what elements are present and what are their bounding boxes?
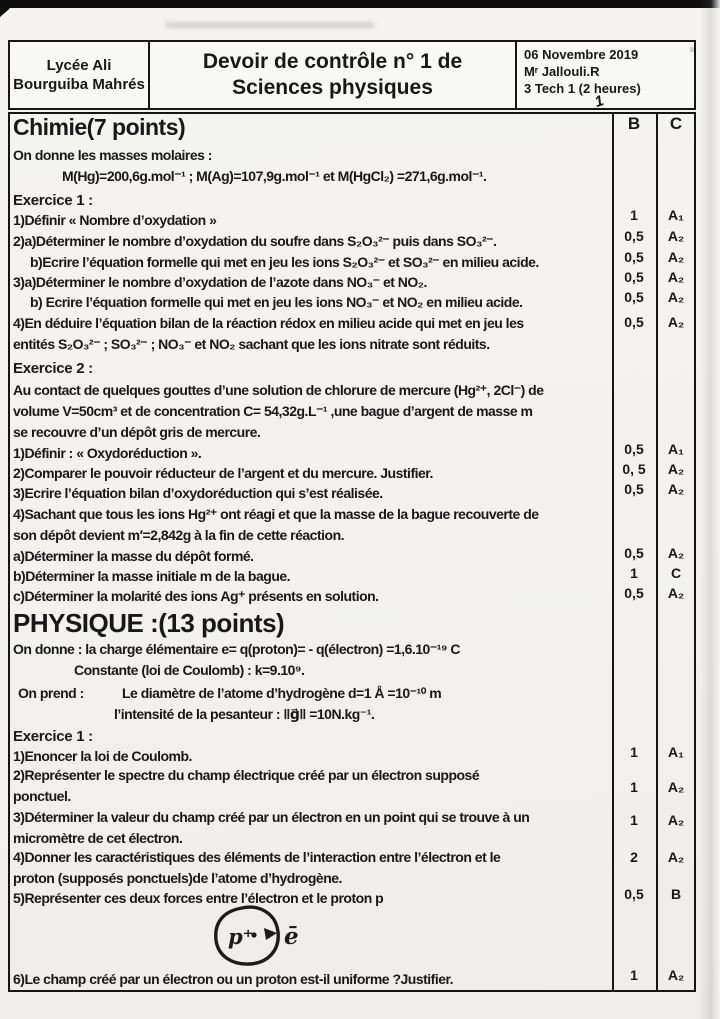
mark-value-c: A₂: [667, 585, 685, 601]
physique-given-diameter: Le diamètre de l’atome d’hydrogène d=1 Å =10⁻¹⁰ m: [122, 685, 442, 701]
teacher-name: Mʳ Jallouli.R: [524, 64, 600, 79]
question-line: 1)Enoncer la loi de Coulomb.: [13, 748, 192, 764]
physique-ex1-heading: Exercice 1 :: [13, 728, 93, 745]
question-line: 1)Définir : « Oxydoréduction ».: [13, 445, 202, 461]
mark-value-b: 1: [630, 744, 638, 760]
mark-value-c: A₂: [667, 461, 685, 477]
exam-date: 06 Novembre 2019: [524, 47, 639, 62]
scan-artifact-wedge: [0, 0, 16, 17]
mark-value-c: A₂: [667, 849, 685, 865]
mark-value-c: A₁: [668, 441, 684, 457]
page-edge-shadow: [700, 0, 720, 1019]
mark-value-c: A₂: [667, 228, 685, 244]
question-line: 2)Comparer le pouvoir réducteur de l’argent et du mercure. Justifier.: [13, 465, 433, 481]
question-line: 5)Représenter ces deux forces entre l’électron et le proton p: [13, 890, 384, 906]
question-line: 3)a)Déterminer le nombre d’oxydation de l’azote dans NO₃⁻ et NO₂.: [13, 274, 427, 290]
mark-value-b: 1: [630, 779, 638, 795]
handwritten-mark: 1: [592, 92, 606, 111]
mark-value-c: A₂: [667, 289, 685, 305]
mark-value-b: 1: [630, 812, 638, 828]
question-line: 3)Ecrire l’équation bilan d’oxydoréduction qui s’est réalisée.: [13, 485, 383, 501]
mark-value-b: 0,5: [624, 441, 644, 457]
mark-value-b: 0, 5: [622, 461, 646, 477]
mark-value-b: 0,5: [624, 886, 644, 902]
physique-given-gravity: l’intensité de la pesanteur : ‖g⃗‖ =10N.kg⁻¹.: [114, 706, 375, 722]
question-line: c)Déterminer la molarité des ions Ag⁺ présents en solution.: [13, 588, 379, 604]
mark-value-c: C: [670, 565, 682, 581]
electron-label: ē: [284, 923, 299, 950]
mark-value-c: A₂: [667, 779, 685, 795]
proton-label: p⁺: [228, 924, 254, 949]
question-line: 4)Donner les caractéristiques des éléments de l’interaction entre l’électron et le: [13, 849, 501, 865]
question-line: entités S₂O₃²⁻ ; SO₃²⁻ ; NO₃⁻ et NO₂ sachant que les ions nitrate sont réduits.: [13, 336, 490, 352]
mark-value-b: 1: [630, 565, 638, 581]
question-line: Au contact de quelques gouttes d’une solution de chlorure de mercure (Hg²⁺, 2Cl⁻) de: [13, 382, 544, 398]
question-line: se recouvre d’un dépôt gris de mercure.: [13, 424, 261, 440]
question-line: 6)Le champ créé par un électron ou un proton est-il uniforme ?Justifier.: [13, 971, 454, 987]
force-arrowhead-icon: [264, 928, 277, 940]
mark-value-c: A₂: [667, 481, 685, 497]
exam-title-line1: Devoir de contrôle n° 1 de: [202, 50, 463, 73]
mark-value-b: 0,5: [624, 481, 644, 497]
mark-value-b: 2: [630, 849, 638, 865]
mark-value-c: A₂: [667, 545, 685, 561]
question-line: volume V=50cm³ et de concentration C= 54,32g.L⁻¹ ,une bague d’argent de masse m: [13, 403, 533, 419]
mark-value-c: A₂: [667, 269, 685, 285]
question-line: 1)Définir « Nombre d’oxydation »: [13, 212, 217, 228]
mark-value-b: 0,5: [624, 269, 644, 285]
question-line: a)Déterminer la masse du dépôt formé.: [13, 548, 254, 564]
question-line: 4)En déduire l’équation bilan de la réaction rédox en milieu acide qui met en jeu les: [13, 315, 524, 331]
mark-value-b: 0,5: [624, 289, 644, 305]
mark-value-c: A₂: [667, 314, 685, 330]
question-line: ponctuel.: [13, 788, 71, 804]
mark-value-c: A₁: [668, 744, 684, 760]
question-line: micromètre de cet électron.: [13, 830, 183, 846]
mark-value-c: A₂: [667, 967, 685, 983]
mark-value-b: 0,5: [624, 545, 644, 561]
mark-value-c: A₁: [668, 207, 684, 223]
grade-column-c-header: C: [669, 114, 683, 133]
physique-given-label: On prend :: [18, 685, 84, 701]
mark-value-b: 0,5: [624, 585, 644, 601]
question-line: 2)Représenter le spectre du champ électrique créé par un électron supposé: [13, 767, 480, 783]
mark-value-b: 1: [630, 207, 638, 223]
chimie-ex1-heading: Exercice 1 :: [13, 192, 93, 209]
mark-value-b: 1: [630, 967, 638, 983]
school-name: [10, 42, 150, 108]
question-line: b)Ecrire l’équation formelle qui met en jeu les ions S₂O₃²⁻ et SO₃²⁻ en milieu acide.: [30, 254, 539, 270]
mark-value-c: A₂: [667, 812, 685, 828]
mark-value-c: B: [670, 886, 682, 902]
mark-value-c: A₂: [667, 249, 685, 265]
question-line: 2)a)Déterminer le nombre d’oxydation du soufre dans S₂O₃²⁻ puis dans SO₃²⁻.: [13, 233, 497, 249]
exam-meta: [517, 42, 694, 111]
question-line: 3)Déterminer la valeur du champ créé par un électron en un point qui se trouve à un: [13, 809, 530, 825]
header-table: [8, 40, 696, 110]
section-title-chimie: Chimie(7 points): [13, 114, 186, 140]
chimie-ex2-heading: Exercice 2 :: [13, 360, 93, 377]
school-name-line1: Lycée Ali: [46, 57, 112, 74]
physique-given-charge: On donne : la charge élémentaire e= q(proton)= - q(électron) =1,6.10⁻¹⁹ C: [13, 641, 461, 657]
scan-smudge: [165, 22, 375, 28]
question-line: 4)Sachant que tous les ions Hg²⁺ ont réagi et que la masse de la bague recouverte de: [13, 506, 539, 522]
proton-electron-sketch: [190, 900, 330, 974]
question-line: b)Déterminer la masse initiale m de la bague.: [13, 568, 291, 584]
exam-title: [150, 42, 517, 108]
school-name-line2: Bourguiba Mahrés: [13, 76, 145, 93]
physique-given-constant: Constante (loi de Coulomb) : k=9.10⁹.: [74, 662, 305, 678]
scan-artifact-bar: [0, 0, 720, 8]
mark-value-b: 0,5: [624, 314, 644, 330]
class-and-duration: 3 Tech 1 (2 heures): [524, 81, 641, 96]
exam-title-line2: Sciences physiques: [232, 76, 433, 99]
chimie-molar-masses: M(Hg)=200,6g.mol⁻¹ ; M(Ag)=107,9g.mol⁻¹ et M(HgCl₂) =271,6g.mol⁻¹.: [62, 168, 487, 184]
question-line: proton (supposés ponctuels)de l’atome d’hydrogène.: [13, 870, 342, 886]
chimie-given-intro: On donne les masses molaires :: [13, 147, 212, 163]
mark-value-b: 0,5: [624, 249, 644, 265]
section-title-physique: PHYSIQUE :(13 points): [13, 608, 285, 638]
grade-column-b-header: B: [627, 114, 641, 133]
mark-value-b: 0,5: [624, 228, 644, 244]
question-line: son dépôt devient m′=2,842g à la fin de cette réaction.: [13, 527, 345, 543]
question-line: b) Ecrire l’équation formelle qui met en jeu les ions NO₃⁻ et NO₂ en milieu acide.: [30, 294, 523, 310]
